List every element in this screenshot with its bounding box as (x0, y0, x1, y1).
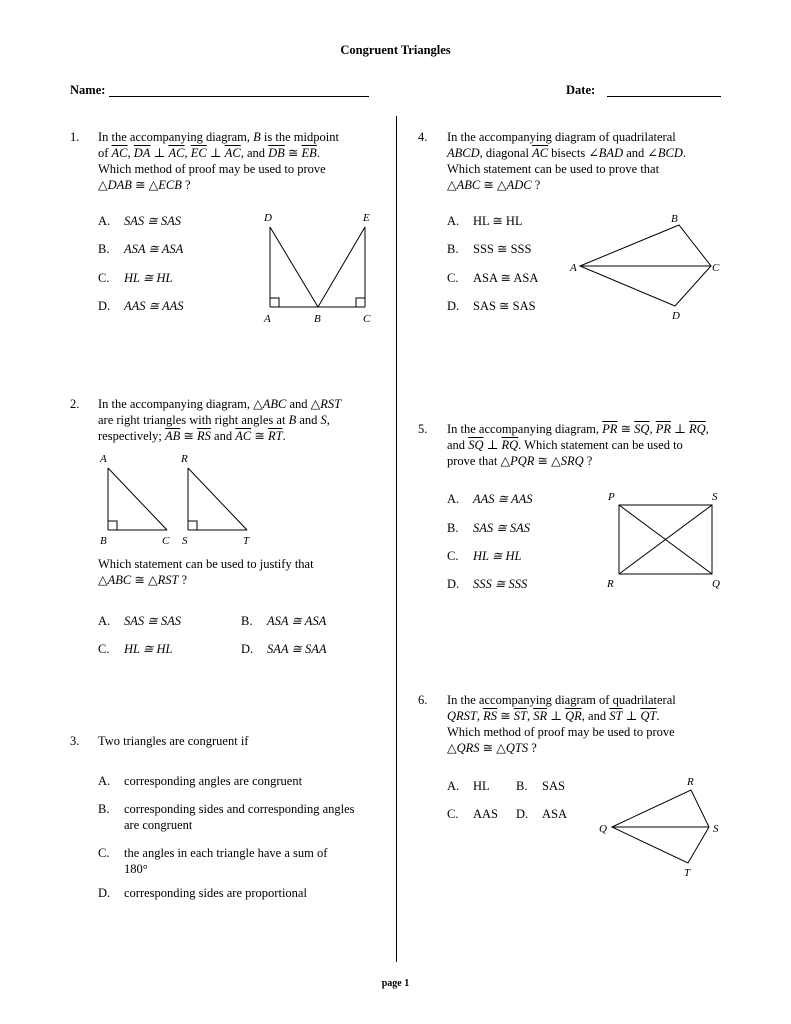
name-line (109, 82, 369, 97)
q4-text (447, 129, 712, 193)
q2-label-b: B (100, 535, 107, 547)
q5-line-3: prove that △PQR ≅ △SRQ ? (447, 454, 593, 468)
q3-option-c[interactable]: C. the angles in each triangle have a sum of 180° (98, 846, 328, 876)
worksheet-title: Congruent Triangles (340, 43, 451, 57)
q5-label-s: S (712, 491, 718, 503)
q4-option-d[interactable]: D. SAS ≅ SAS (447, 299, 536, 313)
q1-label-c: C (363, 313, 371, 325)
q4-diagram (562, 205, 737, 325)
column-divider (396, 116, 397, 962)
q1-diagram (255, 205, 385, 330)
q1-label-d: D (264, 212, 272, 224)
q2-prompt-line-2: △ABC ≅ △RST ? (98, 573, 188, 587)
date-label: Date: (566, 83, 596, 97)
q2-option-d[interactable]: D. SAA ≅ SAA (241, 642, 327, 656)
q4-line-1: In the accompanying diagram of quadrilateral (447, 130, 676, 144)
q5-text (447, 421, 727, 469)
q6-line-2: QRST, $\overline{RS}$ ≅ $\overline{ST}$, $\overline{SR}$ ⊥ $\overline{QR}$, and $\overline{ST}$ ⊥ $\overline{QT}$. (447, 709, 660, 723)
q6-text (447, 692, 712, 756)
q5-diagram (600, 487, 730, 592)
q6-option-d[interactable]: D. ASA (516, 807, 568, 821)
q5-label-r: R (607, 578, 614, 590)
q1-label-b: B (314, 313, 321, 325)
q4-line-4: △ABC ≅ △ADC ? (447, 178, 541, 192)
q6-label-s: S (713, 823, 719, 835)
q2-option-b[interactable]: B. ASA ≅ ASA (241, 614, 327, 628)
q5-line-1: In the accompanying diagram, $\overline{PR}$ ≅ $\overline{SQ}$, $\overline{PR}$ ⊥ $\overline{RQ}$, (447, 422, 709, 436)
q2-label-c: C (162, 535, 170, 547)
date-line (607, 82, 721, 97)
q1-line-3: Which method of proof may be used to prove (98, 162, 326, 176)
q3-number: 3. (70, 734, 80, 748)
q2-option-c[interactable]: C. HL ≅ HL (98, 642, 173, 656)
q1-line-1: In the accompanying diagram, B is the midpoint (98, 130, 339, 144)
q1-label-a: A (264, 313, 271, 325)
q5-option-d[interactable]: D. SSS ≅ SSS (447, 577, 528, 591)
q2-line-1: In the accompanying diagram, △ABC and △RST (98, 397, 342, 411)
q4-label-b: B (671, 213, 678, 225)
q1-option-c[interactable]: C. HL ≅ HL (98, 271, 173, 285)
q2-prompt (98, 556, 363, 588)
q2-label-r: R (181, 453, 188, 465)
q5-line-2: and $\overline{SQ}$ ⊥ $\overline{RQ}$. Which statement can be used to (447, 438, 683, 452)
q1-label-e: E (363, 212, 370, 224)
q1-number: 1. (70, 130, 80, 144)
q2-prompt-line-1: Which statement can be used to justify that (98, 557, 314, 571)
q1-option-d[interactable]: D. AAS ≅ AAS (98, 299, 184, 313)
q6-label-t: T (684, 867, 691, 879)
q3-option-a[interactable]: A. corresponding angles are congruent (98, 774, 303, 788)
q6-option-c[interactable]: C. AAS (447, 807, 499, 821)
q6-option-a[interactable]: A. HL (447, 779, 490, 793)
q4-label-d: D (672, 310, 680, 322)
q2-label-a: A (100, 453, 107, 465)
q3-text: Two triangles are congruent if (98, 734, 249, 748)
q6-label-q: Q (599, 823, 607, 835)
q4-option-a[interactable]: A. HL ≅ HL (447, 214, 523, 228)
q6-label-r: R (687, 776, 694, 788)
q2-option-a[interactable]: A. SAS ≅ SAS (98, 614, 181, 628)
q4-line-2: ABCD, diagonal $\overline{AC}$ bisects ∠BAD and ∠BCD. (447, 146, 687, 160)
q2-line-3: respectively; $\overline{AB}$ ≅ $\overline{RS}$ and $\overline{AC}$ ≅ $\overline{RT}$. (98, 429, 286, 443)
q1-option-b[interactable]: B. ASA ≅ ASA (98, 242, 184, 256)
q6-number: 6. (418, 693, 428, 707)
q6-line-3: Which method of proof may be used to prove (447, 725, 675, 739)
q2-label-t: T (243, 535, 250, 547)
q4-line-3: Which statement can be used to prove that (447, 162, 660, 176)
name-label: Name: (70, 83, 106, 97)
page-number: page 1 (381, 978, 410, 989)
q4-label-c: C (712, 262, 720, 274)
q1-line-4: △DAB ≅ △ECB ? (98, 178, 191, 192)
q1-option-a[interactable]: A. SAS ≅ SAS (98, 214, 181, 228)
q1-text (98, 129, 363, 193)
q4-label-a: A (570, 262, 577, 274)
q2-number: 2. (70, 397, 80, 411)
q5-option-c[interactable]: C. HL ≅ HL (447, 549, 522, 563)
q4-option-c[interactable]: C. ASA ≅ ASA (447, 271, 539, 285)
q2-label-s: S (182, 535, 188, 547)
q5-option-a[interactable]: A. AAS ≅ AAS (447, 492, 533, 506)
q6-line-4: △QRS ≅ △QTS ? (447, 741, 537, 755)
q6-line-1: In the accompanying diagram of quadrilateral (447, 693, 676, 707)
q4-option-b[interactable]: B. SSS ≅ SSS (447, 242, 532, 256)
q1-line-2: of $\overline{AC}$, $\overline{DA}$ ⊥ $\overline{AC}$, $\overline{EC}$ ⊥ $\overline{AC}$, and $\overline{DB}$ ≅ $\overline{EB}$. (98, 146, 320, 160)
q5-label-p: P (608, 491, 615, 503)
q6-option-b[interactable]: B. SAS (516, 779, 565, 793)
q3-option-d[interactable]: D. corresponding sides are proportional (98, 886, 307, 900)
q5-option-b[interactable]: B. SAS ≅ SAS (447, 521, 530, 535)
q5-label-q: Q (712, 578, 720, 590)
q2-line-2: are right triangles with right angles at B and S, (98, 413, 330, 427)
q2-text (98, 396, 363, 444)
q5-number: 5. (418, 422, 428, 436)
q3-option-b[interactable]: B. corresponding sides and corresponding angles are congruent (98, 802, 355, 832)
q4-number: 4. (418, 130, 428, 144)
q6-diagram (592, 772, 732, 882)
q2-diagram (95, 450, 265, 550)
